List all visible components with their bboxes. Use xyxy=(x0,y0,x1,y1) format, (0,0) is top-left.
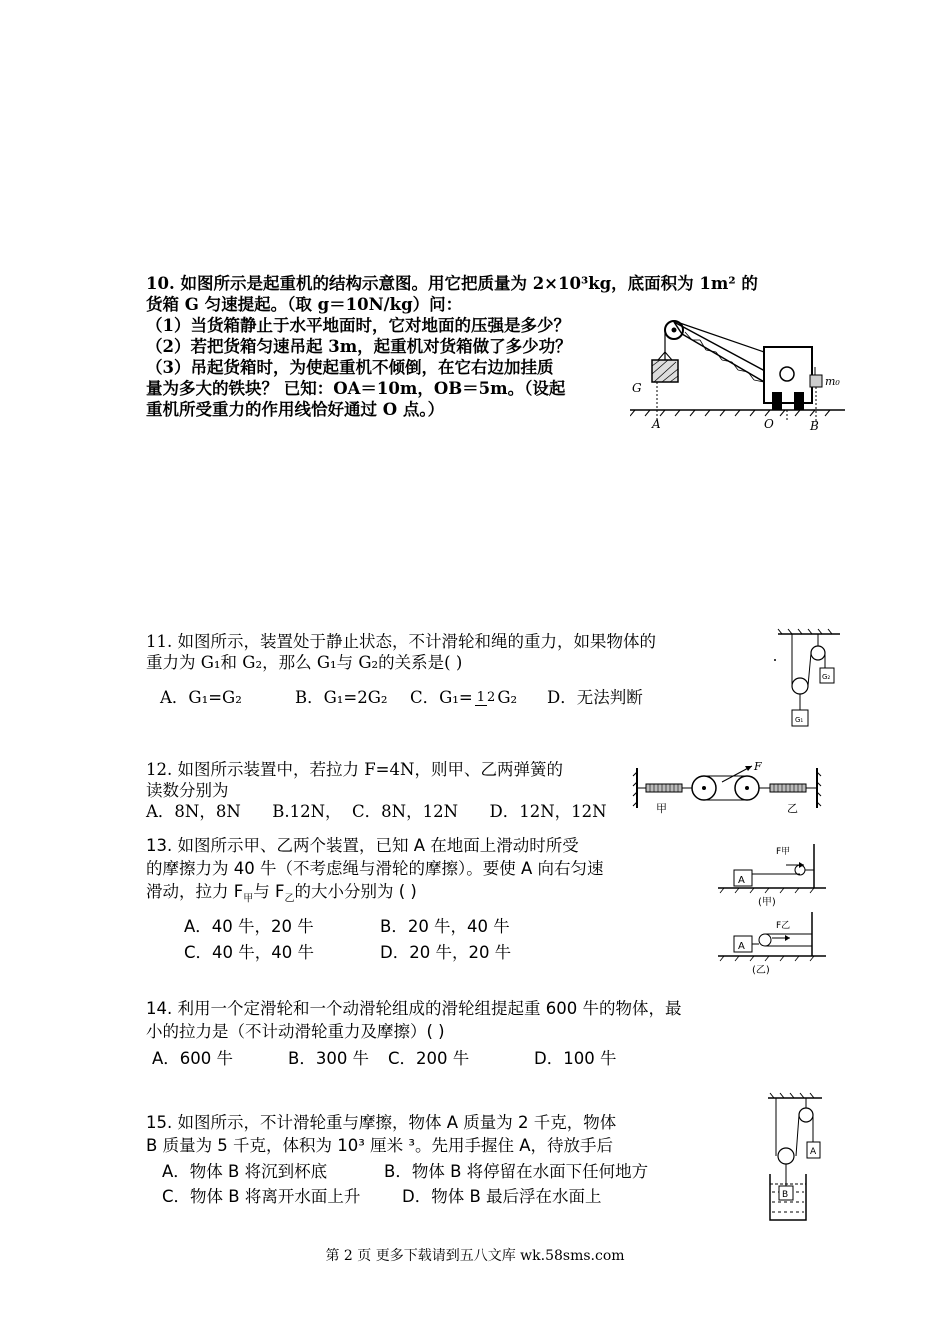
q10-line: 10. 如图所示是起重机的结构示意图。用它把质量为 2×10³kg，底面积为 1m² 的 xyxy=(146,274,758,293)
pulley-diagram-13 xyxy=(714,840,830,978)
label-g1: G₁ xyxy=(795,716,804,724)
q11-line: 重力为 G₁和 G₂，那么 G₁与 G₂的关系是( ) xyxy=(146,653,463,672)
option-b: B．300 牛 xyxy=(288,1049,370,1068)
q10-line: 重机所受重力的作用线恰好通过 O 点。） xyxy=(146,400,445,419)
label-yi: (乙) xyxy=(752,965,770,976)
option-c: C．G₁= 1 2 G₂ xyxy=(410,688,518,707)
option-c: C．40 牛，40 牛 xyxy=(184,943,315,963)
label-o: O xyxy=(764,417,774,431)
label-g: G xyxy=(632,381,642,395)
q10-line: （3）吊起货箱时，为使起重机不倾倒，在它右边加挂质 xyxy=(146,358,554,377)
q15-line: B 质量为 5 千克，体积为 10³ 厘米 ³。先用手握住 A，待放手后 xyxy=(146,1136,614,1155)
label-a1: A xyxy=(738,875,745,886)
q13-options-row1 xyxy=(146,914,604,940)
option-a: A．物体 B 将沉到杯底 xyxy=(162,1162,328,1181)
label-jia: (甲) xyxy=(758,897,776,908)
question-14 xyxy=(146,997,681,1070)
option-a: A．G₁=G₂ xyxy=(160,688,242,707)
q13-options-row2 xyxy=(146,940,604,966)
option-a: A．40 牛，20 牛 xyxy=(184,917,314,937)
q12-options: A．8N，8N B.12N， C．8N，12N D．12N，12N xyxy=(146,802,607,821)
q13-line: 的摩擦力为 40 牛（不考虑绳与滑轮的摩擦）。要使 A 向右匀速 xyxy=(146,859,604,878)
q10-line: 量为多大的铁块？ 已知：OA＝10m，OB＝5m。（设起 xyxy=(146,379,566,398)
q15-options-row2 xyxy=(146,1184,648,1209)
q10-line: 货箱 G 匀速提起。（取 g＝10N/kg）问： xyxy=(146,295,463,314)
spring-pulley-diagram xyxy=(632,758,824,816)
q14-line: 小的拉力是（不计动滑轮重力及摩擦）( ) xyxy=(146,1022,445,1041)
option-b: B．G₁=2G₂ xyxy=(295,688,388,707)
question-15 xyxy=(146,1111,648,1209)
option-a: A．600 牛 xyxy=(152,1049,234,1068)
label-g2: G₂ xyxy=(822,673,831,681)
label-b: B xyxy=(782,1190,789,1200)
q14-line: 14. 利用一个定滑轮和一个动滑轮组成的滑轮组提起重 600 牛的物体，最 xyxy=(146,999,682,1018)
question-13 xyxy=(146,834,604,966)
q12-line: 12. 如图所示装置中，若拉力 F=4N，则甲、乙两弹簧的 xyxy=(146,760,563,779)
label-a: A xyxy=(810,1147,817,1157)
pulley-beaker-diagram xyxy=(766,1092,824,1224)
q11-options xyxy=(146,681,656,715)
q11-line: 11. 如图所示，装置处于静止状态，不计滑轮和绳的重力，如果物体的 xyxy=(146,632,656,651)
option-d: D．100 牛 xyxy=(534,1049,617,1068)
q15-options-row1 xyxy=(146,1159,648,1184)
q14-options xyxy=(146,1047,681,1070)
pulley-diagram-11 xyxy=(772,628,842,732)
label-a2: A xyxy=(738,941,745,952)
label-m0: m₀ xyxy=(825,375,840,388)
question-11 xyxy=(146,631,656,715)
page-footer: 第 2 页 更多下载请到五八文库 wk.58sms.com xyxy=(325,1248,625,1264)
q13-line: 13. 如图所示甲、乙两个装置，已知 A 在地面上滑动时所受 xyxy=(146,836,579,855)
option-d: D．无法判断 xyxy=(547,688,643,707)
q10-line: （1）当货箱静止于水平地面时，它对地面的压强是多少？ xyxy=(146,316,570,335)
q10-line: （2）若把货箱匀速吊起 3m，起重机对货箱做了多少功？ xyxy=(146,337,572,356)
question-12 xyxy=(146,759,607,822)
label-yi: 乙 xyxy=(787,802,798,815)
option-b: B．物体 B 将停留在水面下任何地方 xyxy=(384,1162,649,1181)
fraction: 1 2 xyxy=(476,690,496,705)
q13-line: 滑动，拉力 $F_甲$与 $F_乙$的大小分别为 ( ) xyxy=(146,882,417,905)
label-a: A xyxy=(652,417,661,431)
q12-line: 读数分别为 xyxy=(146,781,229,800)
q15-line: 15. 如图所示，不计滑轮重与摩擦，物体 A 质量为 2 千克，物体 xyxy=(146,1113,617,1132)
option-d: D．物体 B 最后浮在水面上 xyxy=(402,1187,602,1206)
option-c: C．200 牛 xyxy=(388,1049,470,1068)
label-b: B xyxy=(810,419,819,433)
label-f: F xyxy=(754,760,762,773)
crane-diagram xyxy=(630,312,845,434)
label-fyi: F乙 xyxy=(776,921,791,931)
option-d: D．20 牛，20 牛 xyxy=(380,943,512,963)
option-b: B．20 牛，40 牛 xyxy=(380,917,510,937)
label-fjia: F甲 xyxy=(776,847,791,857)
label-jia: 甲 xyxy=(656,802,667,815)
option-c: C．物体 B 将离开水面上升 xyxy=(162,1187,361,1206)
